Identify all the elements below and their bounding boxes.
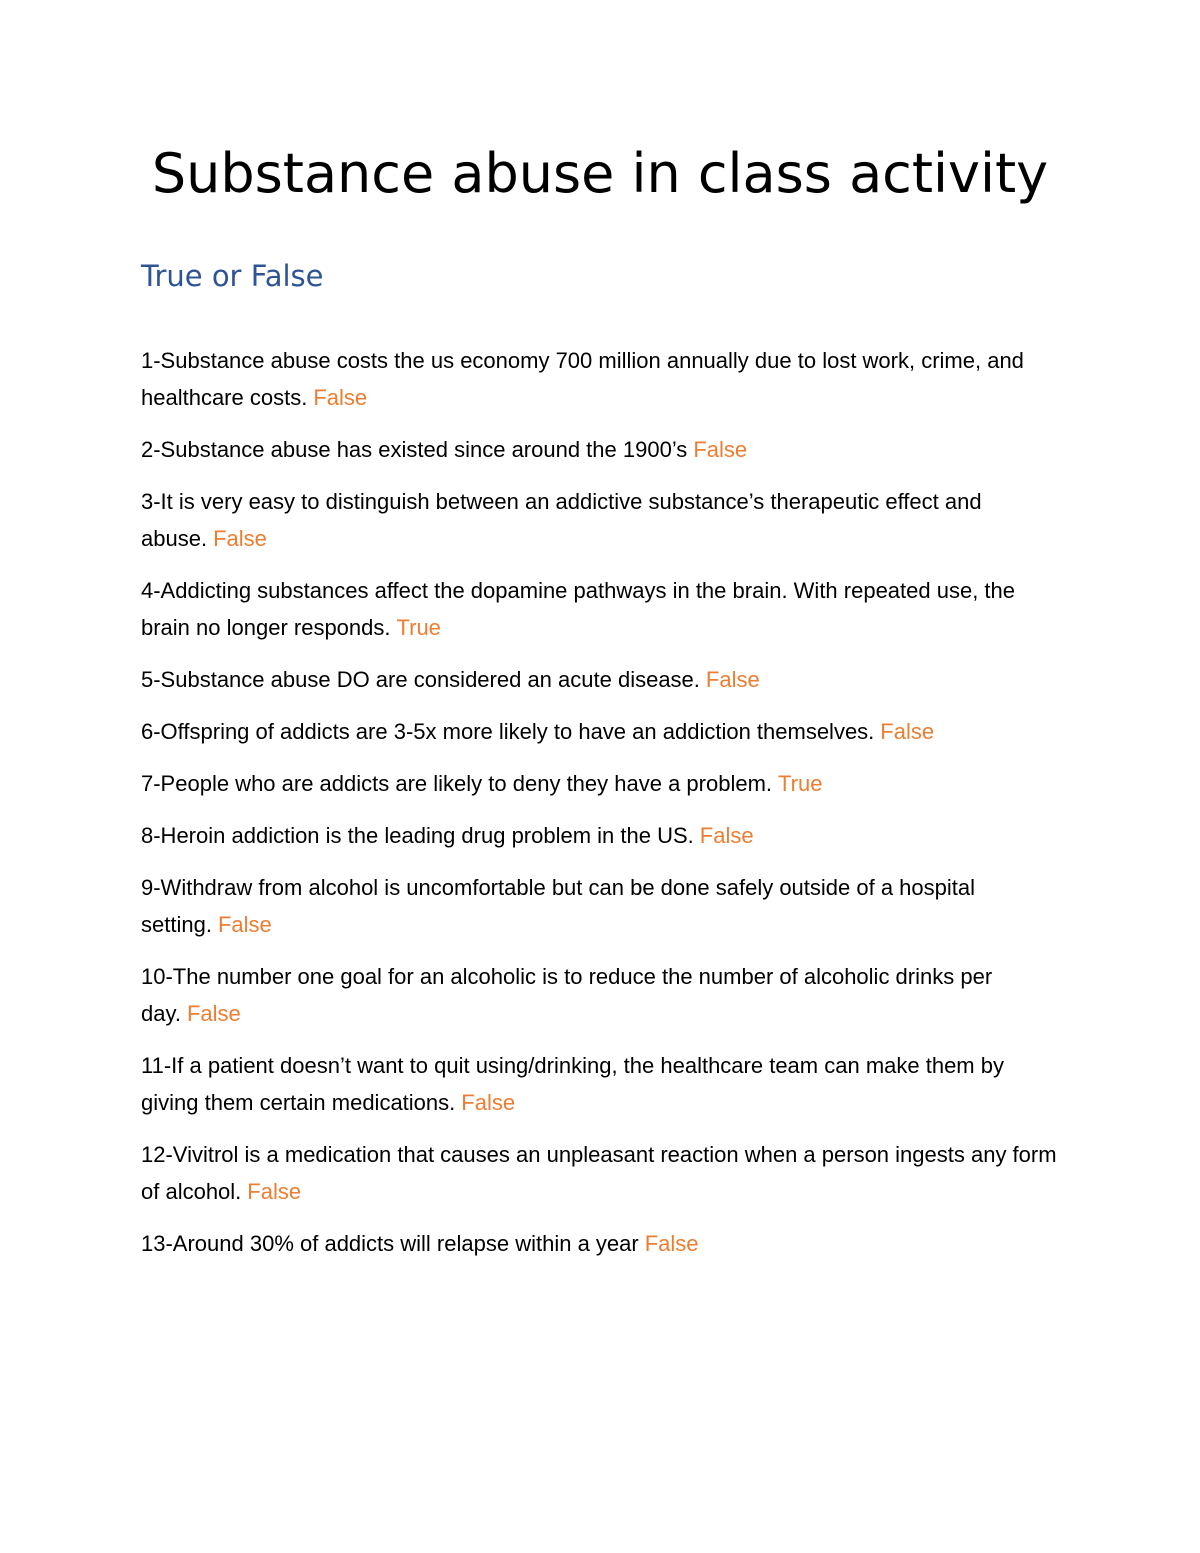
question-text: 12-Vivitrol is a medication that causes an unpleasant reaction when a person ingests any form of alcohol. — [141, 1142, 1057, 1204]
answer-label: False — [461, 1090, 516, 1115]
question-text: 6-Offspring of addicts are 3-5x more likely to have an addiction themselves. — [141, 719, 875, 744]
question-item — [141, 1225, 1066, 1262]
section-heading: True or False — [141, 259, 324, 293]
question-text: 10-The number one goal for an alcoholic is to reduce the number of alcoholic drinks per day. — [141, 964, 993, 1026]
question-text: 8-Heroin addiction is the leading drug problem in the US. — [141, 823, 694, 848]
question-item — [141, 765, 1066, 802]
question-text: 5-Substance abuse DO are considered an acute disease. — [141, 667, 700, 692]
answer-label: False — [699, 823, 754, 848]
question-text: 1-Substance abuse costs the us economy 700 million annually due to lost work, crime, and healthcare costs. — [141, 348, 1024, 410]
answer-label: False — [313, 385, 368, 410]
answer-label: True — [778, 771, 823, 796]
page-title: Substance abuse in class activity — [151, 142, 1049, 205]
answer-label: False — [880, 719, 935, 744]
question-item — [141, 342, 1066, 416]
answer-label: False — [213, 526, 267, 551]
question-text: 3-It is very easy to distinguish between an addictive substance’s therapeutic effect and abuse. — [141, 489, 982, 551]
answer-label: False — [186, 1001, 241, 1026]
question-item — [141, 1136, 1066, 1210]
question-item — [141, 817, 1066, 854]
answer-label: False — [705, 667, 760, 692]
question-item — [141, 572, 1066, 646]
question-item — [141, 958, 1066, 1032]
question-item — [141, 431, 1066, 468]
question-item — [141, 1047, 1066, 1121]
question-text: 9-Withdraw from alcohol is uncomfortable but can be done safely outside of a hospital setting. — [141, 875, 976, 937]
answer-label: False — [247, 1179, 302, 1204]
answer-label: True — [396, 615, 441, 640]
question-list — [141, 342, 1066, 1277]
answer-label: False — [693, 437, 748, 462]
question-text: 11-If a patient doesn’t want to quit using/drinking, the healthcare team can make them by giving them certain medications. — [141, 1053, 1004, 1115]
question-item — [141, 713, 1066, 750]
question-text: 2-Substance abuse has existed since around the 1900’s — [141, 437, 688, 462]
question-item — [141, 869, 1066, 943]
question-text: 4-Addicting substances affect the dopamine pathways in the brain. With repeated use, the brain no longer responds. — [141, 578, 1016, 640]
question-item — [141, 483, 1066, 557]
question-text: 7-People who are addicts are likely to deny they have a problem. — [141, 771, 773, 796]
answer-label: False — [644, 1231, 699, 1256]
question-item — [141, 661, 1066, 698]
answer-label: False — [217, 912, 272, 937]
question-text: 13-Around 30% of addicts will relapse within a year — [141, 1231, 639, 1256]
